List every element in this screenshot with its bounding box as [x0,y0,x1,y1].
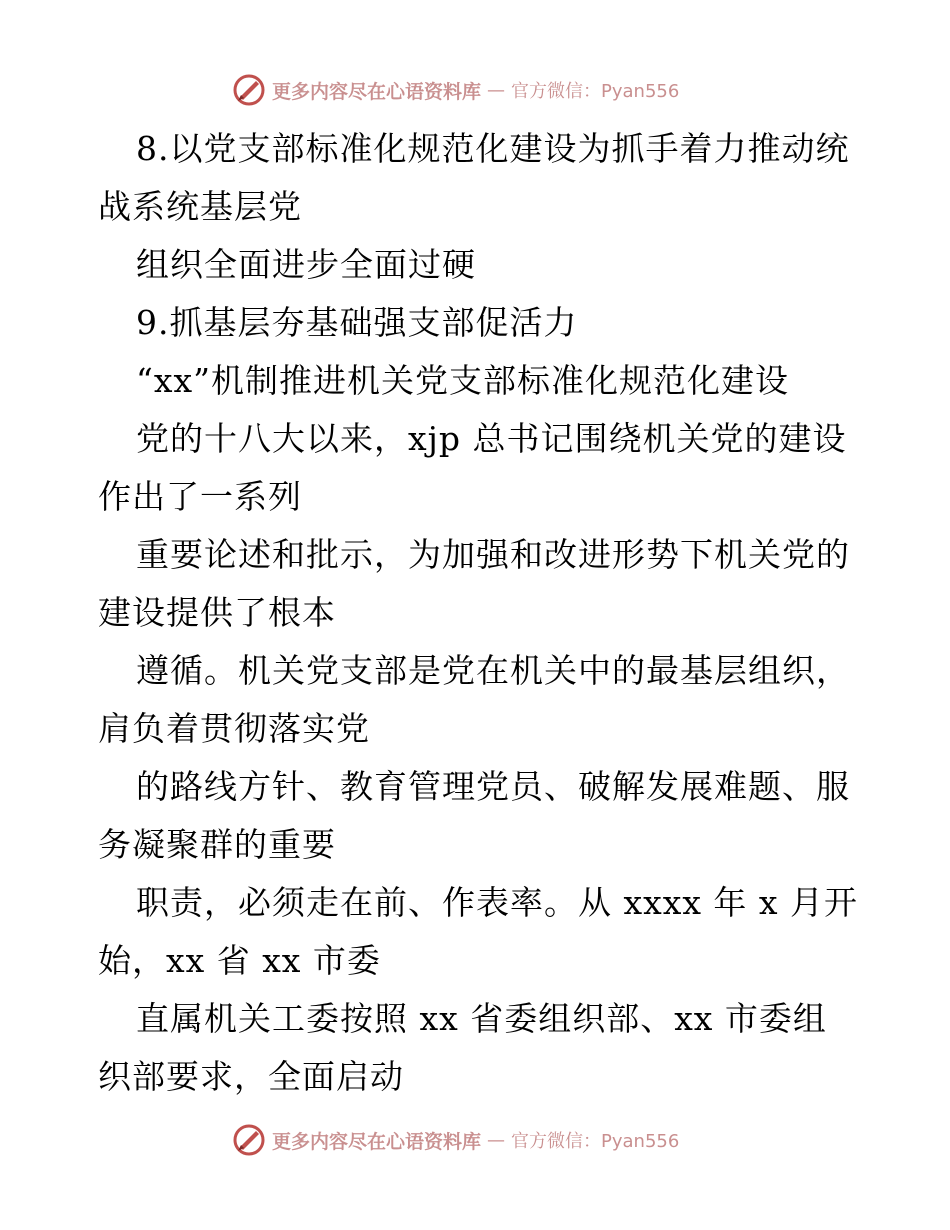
watermark-title: 更多内容尽在心语资料库 [272,80,482,103]
text-line: 9.抓基层夯基础强支部促活力 [136,303,578,342]
text-line: 作出了一系列 [98,477,302,516]
text-line: 建设提供了根本 [98,593,336,632]
text-line: 战系统基层党 [98,187,302,226]
footer-watermark [232,1122,732,1158]
text-line: 8.以党支部标准化规范化建设为抓手着力推动统 [136,129,850,168]
text-line: 党的十八大以来，xjp 总书记围绕机关党的建设 [136,419,847,458]
text-line: “xx”机制推进机关党支部标准化规范化建设 [136,361,789,400]
watermark-account: 官方微信：Pyan556 [511,81,680,102]
watermark-logo-icon [232,73,266,107]
header-watermark [232,72,732,108]
watermark-title: 更多内容尽在心语资料库 [272,1130,482,1153]
text-line: 遵循。机关党支部是党在机关中的最基层组织， [136,651,850,690]
text-line: 职责，必须走在前、作表率。从 xxxx 年 x 月开 [136,883,859,922]
text-line: 组织全面进步全面过硬 [136,245,476,284]
watermark-logo-icon [232,1123,266,1157]
watermark-separator: — [487,1129,506,1151]
text-line: 织部要求，全面启动 [98,1057,404,1096]
text-line: 肩负着贯彻落实党 [98,709,370,748]
text-line: 始，xx 省 xx 市委 [98,941,381,980]
watermark-separator: — [487,79,506,101]
watermark-account: 官方微信：Pyan556 [511,1131,680,1152]
text-line: 重要论述和批示，为加强和改进形势下机关党的 [136,535,850,574]
text-line: 直属机关工委按照 xx 省委组织部、xx 市委组 [136,999,827,1038]
text-line: 的路线方针、教育管理党员、破解发展难题、服 [136,767,850,806]
text-line: 务凝聚群的重要 [98,825,336,864]
